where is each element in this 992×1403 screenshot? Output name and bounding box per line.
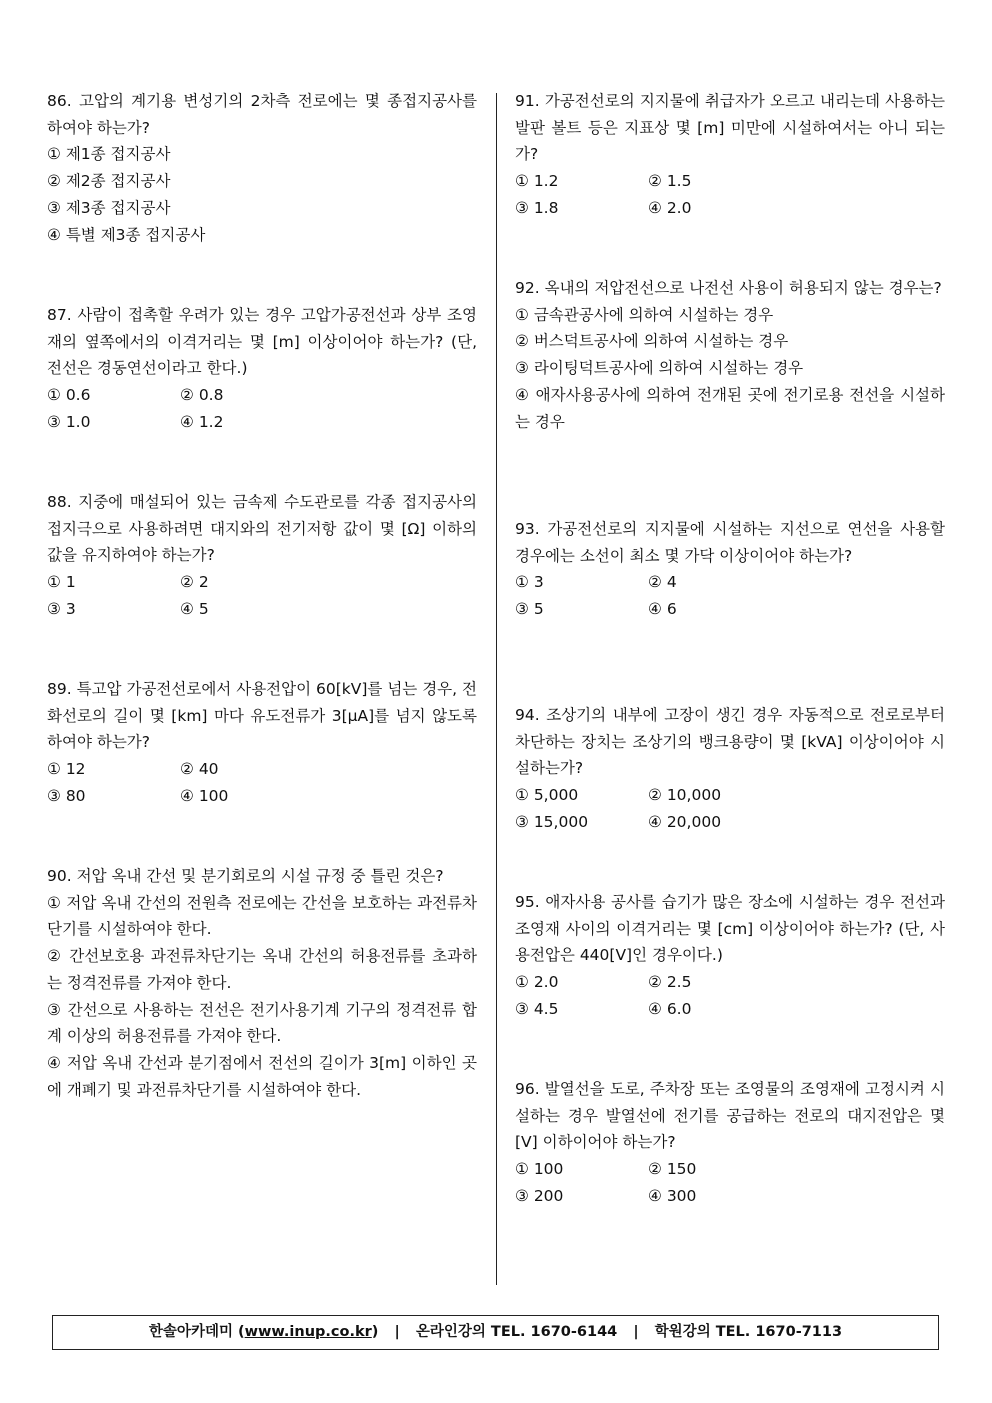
answer-option-row: [47, 382, 477, 409]
answer-option-row: [515, 195, 945, 222]
question-number: 89.: [47, 680, 72, 698]
answer-option-row: [515, 302, 945, 329]
answer-option: ② 1.5: [648, 172, 692, 191]
question-number: 95.: [515, 893, 540, 911]
question-text: 가공전선로의 지지물에 시설하는 지선으로 연선을 사용할 경우에는 소선이 최소 몇 가닥 이상이어야 하는가?: [515, 520, 945, 565]
question-stem: [515, 702, 945, 782]
question-text: 가공전선로의 지지물에 취급자가 오르고 내리는데 사용하는 발판 볼트 등은 지표상 몇 [m] 미만에 시설하여서는 아니 되는가?: [515, 92, 945, 164]
answer-option: ③ 4.5: [515, 999, 559, 1018]
answer-option: ① 1.2: [515, 172, 559, 191]
answer-option: ③ 1.0: [47, 412, 91, 431]
question-number: 90.: [47, 867, 72, 885]
question-stem: [515, 88, 945, 168]
question-94: [515, 702, 945, 836]
answer-option-row: [515, 1156, 945, 1183]
answer-option: ② 4: [648, 573, 677, 592]
question-88: [47, 489, 477, 623]
answer-option-row: [47, 409, 477, 436]
question-number: 87.: [47, 306, 72, 324]
question-text: 저압 옥내 간선 및 분기회로의 시설 규정 중 틀린 것은?: [76, 867, 444, 885]
answer-option: ④ 1.2: [180, 412, 224, 431]
answer-option: ③ 3: [47, 599, 76, 618]
answer-option-row: [47, 569, 477, 596]
answer-option: ④ 20,000: [648, 812, 722, 831]
footer-separator: |: [394, 1324, 400, 1340]
column-divider: [496, 93, 497, 1285]
question-number: 93.: [515, 520, 540, 538]
question-92: [515, 275, 945, 435]
question-text: 발열선을 도로, 주차장 또는 조영물의 조영재에 고정시켜 시설하는 경우 발열선에 전기를 공급하는 전로의 대지전압은 몇 [V] 이하이어야 하는가?: [515, 1080, 945, 1152]
question-stem: [515, 516, 945, 569]
answer-option-row: [47, 222, 477, 249]
question-93: [515, 516, 945, 623]
answer-option-row: [47, 943, 477, 996]
answer-option-row: [47, 756, 477, 783]
answer-option-row: [515, 569, 945, 596]
question-stem: [47, 302, 477, 382]
answer-option: ③ 80: [47, 786, 86, 805]
footer-website-link[interactable]: www.inup.co.kr: [244, 1324, 372, 1340]
answer-option: ② 2: [180, 573, 209, 592]
answer-option: ① 100: [515, 1160, 564, 1179]
answer-option: ④ 300: [648, 1186, 697, 1205]
answer-option-row: [515, 328, 945, 355]
answer-option: ④ 애자사용공사에 의하여 전개된 곳에 전기로용 전선을 시설하는 경우: [515, 385, 945, 431]
answer-option: ② 간선보호용 과전류차단기는 옥내 간선의 허용전류를 초과하는 정격전류를 가져야 한다.: [47, 947, 477, 992]
question-95: [515, 889, 945, 1023]
question-87: [47, 302, 477, 436]
footer-contact-box: [52, 1315, 939, 1350]
question-stem: [47, 863, 477, 890]
question-number: 96.: [515, 1080, 540, 1098]
answer-option: ① 5,000: [515, 786, 579, 805]
question-text: 애자사용 공사를 습기가 많은 장소에 시설하는 경우 전선과 조영재 사이의 이격거리는 몇 [cm] 이상이어야 하는가? (단, 사용전압은 440[V]인 경우이다.): [515, 893, 945, 965]
answer-option: ② 150: [648, 1160, 697, 1179]
question-89: [47, 676, 477, 810]
answer-option-row: [47, 997, 477, 1050]
answer-option: ② 40: [180, 760, 219, 779]
answer-option: ④ 특별 제3종 접지공사: [47, 225, 206, 244]
footer-online-tel: 온라인강의 TEL. 1670-6144: [415, 1324, 618, 1340]
question-text: 고압의 계기용 변성기의 2차측 전로에는 몇 종접지공사를 하여야 하는가?: [47, 92, 477, 137]
question-text: 사람이 접촉할 우려가 있는 경우 고압가공전선과 상부 조영재의 옆쪽에서의 이격거리는 몇 [m] 이상이어야 하는가? (단, 전선은 경동연선이라고 한다.): [47, 306, 477, 378]
question-number: 88.: [47, 493, 72, 511]
answer-option-row: [515, 168, 945, 195]
answer-option: ① 3: [515, 573, 544, 592]
answer-option-row: [515, 809, 945, 836]
answer-option-row: [515, 996, 945, 1023]
answer-option: ① 0.6: [47, 386, 91, 405]
answer-option: ① 1: [47, 573, 76, 592]
question-text: 옥내의 저압전선으로 나전선 사용이 허용되지 않는 경우는?: [544, 279, 942, 297]
answer-option: ② 제2종 접지공사: [47, 172, 171, 191]
footer-academy-tel: 학원강의 TEL. 1670-7113: [654, 1324, 843, 1340]
footer-academy-suffix: ): [371, 1324, 379, 1340]
answer-option: ③ 15,000: [515, 812, 589, 831]
question-90: [47, 863, 477, 1103]
question-91: [515, 88, 945, 222]
answer-option: ② 0.8: [180, 386, 224, 405]
answer-option: ③ 200: [515, 1186, 564, 1205]
answer-option: ① 2.0: [515, 973, 559, 992]
answer-option-row: [515, 355, 945, 382]
answer-option-row: [47, 1050, 477, 1103]
answer-option: ③ 1.8: [515, 198, 559, 217]
footer-separator: |: [633, 1324, 639, 1340]
answer-option: ③ 제3종 접지공사: [47, 198, 171, 217]
question-text: 특고압 가공전선로에서 사용전압이 60[kV]를 넘는 경우, 전화선로의 길이 몇 [km] 마다 유도전류가 3[μA]를 넘지 않도록 하여야 하는가?: [47, 680, 477, 752]
answer-option: ④ 5: [180, 599, 209, 618]
question-stem: [47, 676, 477, 756]
answer-option: ① 제1종 접지공사: [47, 145, 171, 164]
answer-option: ① 금속관공사에 의하여 시설하는 경우: [515, 305, 774, 324]
answer-option: ④ 저압 옥내 간선과 분기점에서 전선의 길이가 3[m] 이하인 곳에 개폐기 및 과전류차단기를 시설하여야 한다.: [47, 1053, 477, 1099]
answer-option: ③ 라이팅덕트공사에 의하여 시설하는 경우: [515, 359, 804, 378]
question-number: 86.: [47, 92, 72, 110]
question-number: 94.: [515, 706, 540, 724]
answer-option-row: [47, 141, 477, 168]
answer-option-row: [47, 596, 477, 623]
question-stem: [515, 275, 945, 302]
answer-option: ② 10,000: [648, 786, 722, 805]
question-stem: [515, 889, 945, 969]
answer-option: ③ 간선으로 사용하는 전선은 전기사용기계 기구의 정격전류 합계 이상의 허용전류를 가져야 한다.: [47, 1000, 477, 1046]
answer-option-row: [47, 168, 477, 195]
answer-option-row: [515, 1183, 945, 1210]
question-text: 조상기의 내부에 고장이 생긴 경우 자동적으로 전로로부터 차단하는 장치는 조상기의 뱅크용량이 몇 [kVA] 이상이어야 시설하는가?: [515, 706, 945, 778]
answer-option: ② 2.5: [648, 973, 692, 992]
answer-option: ③ 5: [515, 600, 544, 619]
answer-option: ④ 100: [180, 786, 229, 805]
question-86: [47, 88, 477, 248]
question-stem: [515, 1076, 945, 1156]
answer-option: ④ 6: [648, 600, 677, 619]
answer-option-row: [47, 890, 477, 943]
answer-option: ④ 6.0: [648, 999, 692, 1018]
question-stem: [47, 489, 477, 569]
answer-option-row: [515, 596, 945, 623]
answer-option: ① 12: [47, 760, 86, 779]
answer-option: ④ 2.0: [648, 198, 692, 217]
answer-option-row: [515, 782, 945, 809]
question-number: 91.: [515, 92, 540, 110]
answer-option-row: [515, 382, 945, 435]
question-96: [515, 1076, 945, 1210]
footer-academy-prefix: 한솔아카데미 (: [148, 1324, 245, 1340]
answer-option: ② 버스덕트공사에 의하여 시설하는 경우: [515, 332, 789, 351]
answer-option-row: [47, 783, 477, 810]
question-stem: [47, 88, 477, 141]
answer-option: ① 저압 옥내 간선의 전원측 전로에는 간선을 보호하는 과전류차단기를 시설하여야 한다.: [47, 893, 477, 939]
question-text: 지중에 매설되어 있는 금속제 수도관로를 각종 접지공사의 접지극으로 사용하려면 대지와의 전기저항 값이 몇 [Ω] 이하의 값을 유지하여야 하는가?: [47, 493, 477, 565]
question-number: 92.: [515, 279, 540, 297]
answer-option-row: [515, 969, 945, 996]
answer-option-row: [47, 195, 477, 222]
